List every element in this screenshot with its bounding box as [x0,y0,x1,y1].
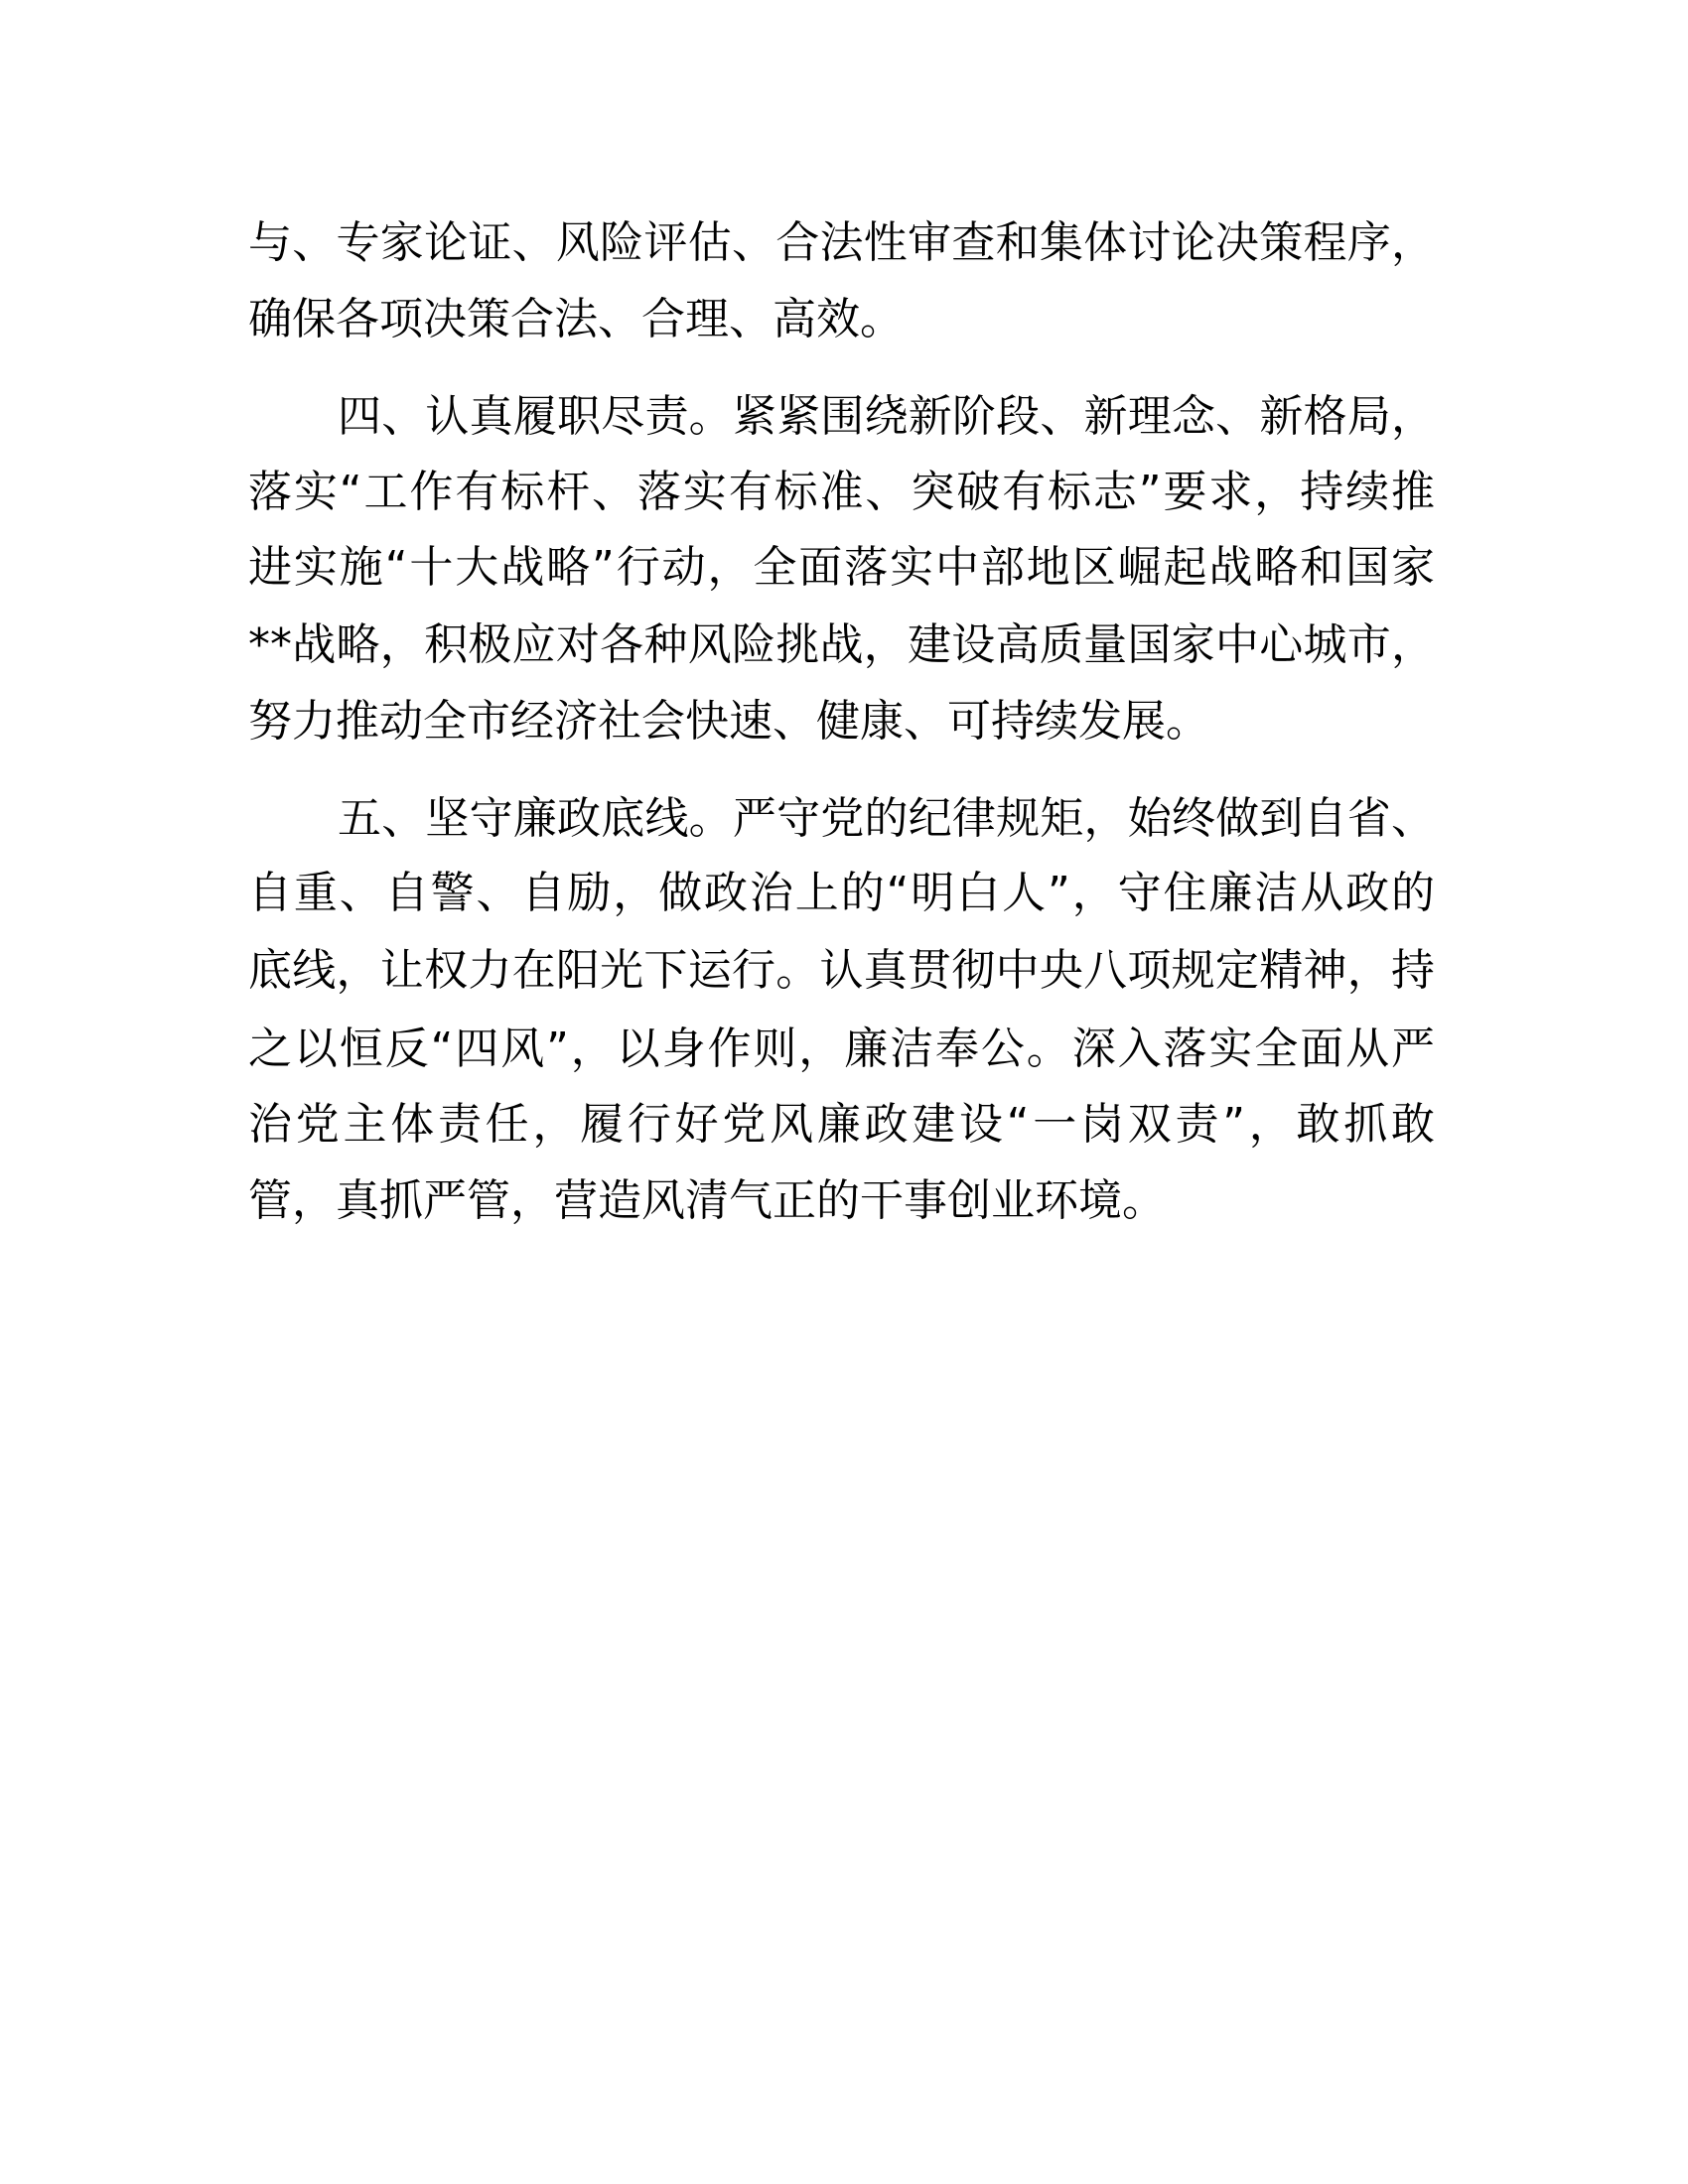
text-line: 管，真抓严管，营造风清气正的干事创业环境。 [248,1175,1166,1226]
text-line: 底线，让权力在阳光下运行。认真贯彻中央八项规定精神，持 [248,945,1435,996]
text-line: 努力推动全市经济社会快速、健康、可持续发展。 [248,696,1209,747]
text-line: 落实“工作有标杆、落实有标准、突破有标志”要求，持续推 [248,467,1435,517]
text-line: **战略，积极应对各种风险挑战，建设高质量国家中心城市， [248,619,1435,670]
text-line: 与、专家论证、风险评估、合法性审查和集体讨论决策程序， [248,217,1435,268]
text-line: 之以恒反“四风”，以身作则，廉洁奉公。深入落实全面从严 [248,1024,1435,1074]
text-line: 五、坚守廉政底线。严守党的纪律规矩，始终做到自省、 [338,793,1435,844]
text-line: 治党主体责任，履行好党风廉政建设“一岗双责”，敢抓敢 [248,1099,1435,1150]
text-line: 四、认真履职尽责。紧紧围绕新阶段、新理念、新格局， [338,391,1435,442]
text-line: 确保各项决策合法、合理、高效。 [248,294,904,344]
text-line: 进实施“十大战略”行动，全面落实中部地区崛起战略和国家 [248,542,1435,593]
text-line: 自重、自警、自励，做政治上的“明白人”，守住廉洁从政的 [248,868,1435,918]
